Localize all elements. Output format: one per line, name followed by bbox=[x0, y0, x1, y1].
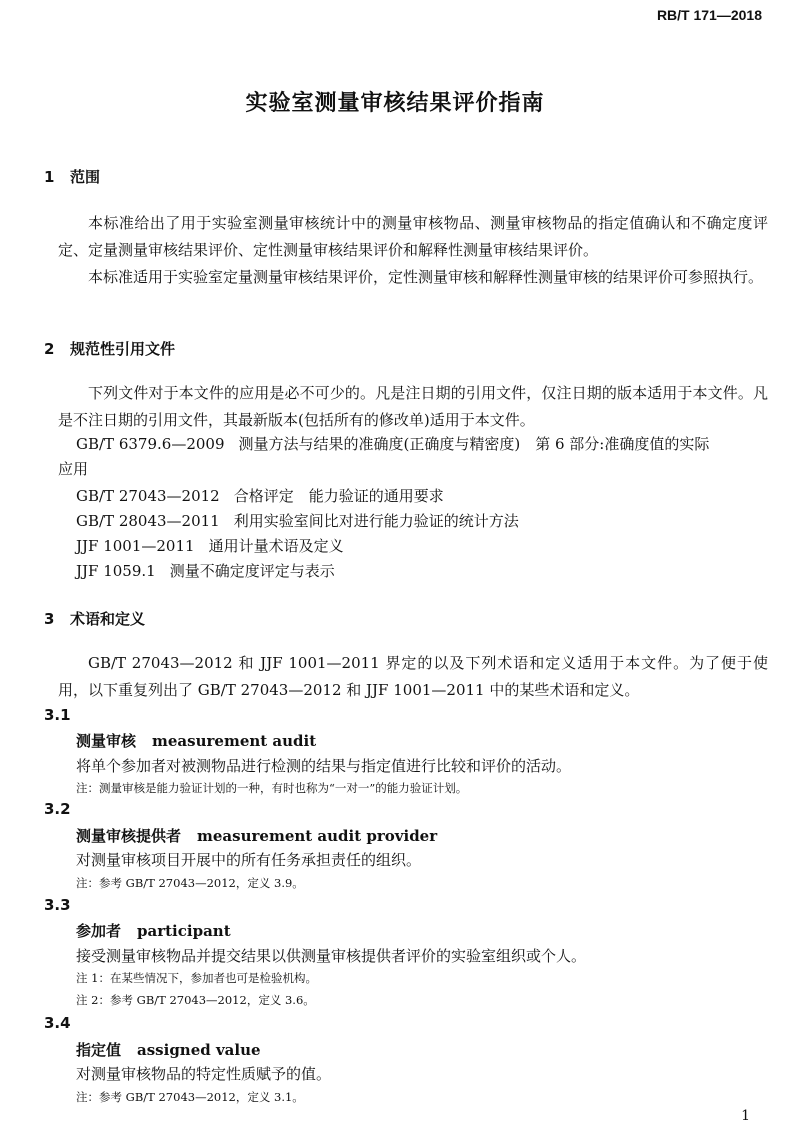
term-note: 注 1：在某些情况下，参加者也可是检验机构。 bbox=[76, 971, 317, 985]
section-title: 规范性引用文件 bbox=[70, 340, 176, 358]
reference-title-continuation: 应用 bbox=[58, 460, 89, 478]
reference-title: 测量方法与结果的准确度(正确度与精密度) 第 6 部分:准确度值的实际 bbox=[238, 435, 710, 453]
section-number: 2 bbox=[44, 340, 55, 358]
term-note: 注：测量审核是能力验证计划的一种，有时也称为“一对一”的能力验证计划。 bbox=[76, 781, 468, 795]
term-note: 注：参考 GB/T 27043—2012，定义 3.1。 bbox=[76, 1090, 304, 1104]
term-heading bbox=[76, 730, 316, 751]
term-definition: 对测量审核项目开展中的所有任务承担责任的组织。 bbox=[76, 851, 422, 869]
reference-item bbox=[76, 484, 444, 508]
section-title: 术语和定义 bbox=[70, 610, 146, 628]
section-2-heading bbox=[44, 338, 175, 359]
reference-code: GB/T 6379.6—2009 bbox=[76, 435, 225, 453]
reference-item bbox=[76, 534, 344, 558]
section-number: 3 bbox=[44, 610, 55, 628]
term-number: 3.4 bbox=[44, 1014, 71, 1032]
reference-item bbox=[76, 432, 709, 456]
term-heading bbox=[76, 1039, 261, 1060]
section-number: 1 bbox=[44, 168, 55, 186]
term-note: 注 2：参考 GB/T 27043—2012，定义 3.6。 bbox=[76, 993, 315, 1007]
reference-title: 测量不确定度评定与表示 bbox=[169, 562, 335, 580]
reference-item bbox=[76, 559, 335, 583]
term-definition: 将单个参加者对被测物品进行检测的结果与指定值进行比较和评价的活动。 bbox=[76, 757, 572, 775]
term-note: 注：参考 GB/T 27043—2012，定义 3.9。 bbox=[76, 876, 304, 890]
term-english: participant bbox=[137, 922, 231, 940]
section-title: 范围 bbox=[70, 168, 101, 186]
reference-code: GB/T 28043—2011 bbox=[76, 512, 220, 530]
section-1-paragraph-2: 本标准适用于实验室定量测量审核结果评价，定性测量审核和解释性测量审核的结果评价可参照执行。 bbox=[88, 268, 764, 286]
term-chinese: 测量审核提供者 bbox=[76, 827, 182, 845]
page-number: 1 bbox=[741, 1108, 750, 1124]
reference-code: GB/T 27043—2012 bbox=[76, 487, 220, 505]
term-english: assigned value bbox=[137, 1041, 261, 1059]
reference-code: JJF 1001—2011 bbox=[76, 537, 195, 555]
reference-item bbox=[76, 509, 519, 533]
term-english: measurement audit provider bbox=[197, 827, 438, 845]
term-chinese: 指定值 bbox=[76, 1041, 122, 1059]
reference-title: 利用实验室间比对进行能力验证的统计方法 bbox=[233, 512, 519, 530]
page-header-code: RB/T 171—2018 bbox=[656, 7, 762, 23]
reference-title: 通用计量术语及定义 bbox=[208, 537, 344, 555]
term-heading bbox=[76, 920, 231, 941]
term-definition: 接受测量审核物品并提交结果以供测量审核提供者评价的实验室组织或个人。 bbox=[76, 947, 587, 965]
term-chinese: 测量审核 bbox=[76, 732, 137, 750]
term-english: measurement audit bbox=[152, 732, 317, 750]
section-1-paragraph-1: 本标准给出了用于实验室测量审核统计中的测量审核物品、测量审核物品的指定值确认和不确定度评定、定量测量审核结果评价、定性测量审核结果评价和解释性测量审核结果评价。 bbox=[58, 214, 768, 259]
reference-title: 合格评定 能力验证的通用要求 bbox=[233, 487, 444, 505]
page-title: 实验室测量审核结果评价指南 bbox=[245, 91, 545, 116]
term-heading bbox=[76, 825, 437, 846]
term-chinese: 参加者 bbox=[76, 922, 122, 940]
section-2-intro: 下列文件对于本文件的应用是必不可少的。凡是注日期的引用文件，仅注日期的版本适用于本文件。凡是不注日期的引用文件，其最新版本(包括所有的修改单)适用于本文件。 bbox=[58, 384, 768, 429]
term-number: 3.1 bbox=[44, 706, 71, 724]
section-3-heading bbox=[44, 608, 145, 629]
reference-code: JJF 1059.1 bbox=[76, 562, 156, 580]
section-3-intro: GB/T 27043—2012 和 JJF 1001—2011 界定的以及下列术语和定义适用于本文件。为了便于使用，以下重复列出了 GB/T 27043—2012 和 JJF 1001—2011 中的某些术语和定义。 bbox=[58, 654, 768, 699]
term-definition: 对测量审核物品的特定性质赋予的值。 bbox=[76, 1065, 332, 1083]
section-1-heading bbox=[44, 166, 100, 187]
term-number: 3.3 bbox=[44, 896, 71, 914]
term-number: 3.2 bbox=[44, 800, 71, 818]
